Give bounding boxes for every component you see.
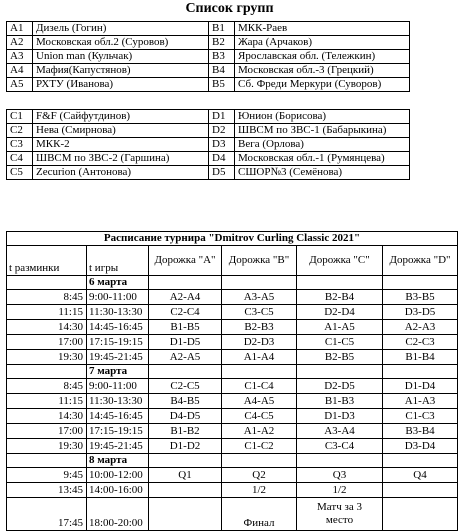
match-lane-a: Q1 [149, 468, 222, 483]
group-code: B3 [209, 50, 235, 64]
group-team: СШОР№3 (Семёнова) [235, 166, 410, 180]
group-code: C4 [7, 152, 33, 166]
empty-cell [383, 276, 458, 290]
group-row [7, 152, 410, 166]
match-lane-c: 1/2 [297, 483, 383, 498]
group-row [7, 22, 410, 36]
game-time: 19:45-21:45 [87, 350, 149, 365]
match-lane-a: C2-C4 [149, 305, 222, 320]
schedule-title: Расписание турнира "Dmitrov Curling Classic 2021" [7, 232, 458, 246]
match-lane-c: D1-D3 [297, 409, 383, 424]
group-row [7, 110, 410, 124]
schedule-row [7, 379, 458, 394]
group-team: Ярославская обл. (Тележкин) [235, 50, 410, 64]
group-team: Московская обл.-1 (Румянцева) [235, 152, 410, 166]
group-code: B5 [209, 78, 235, 92]
game-time: 11:30-13:30 [87, 305, 149, 320]
warmup-time: 8:45 [7, 379, 87, 394]
match-lane-c: D2-D4 [297, 305, 383, 320]
schedule-table [6, 231, 458, 531]
group-code: B2 [209, 36, 235, 50]
group-team: Нева (Смирнова) [33, 124, 209, 138]
game-time: 10:00-12:00 [87, 468, 149, 483]
group-team: РХТУ (Иванова) [33, 78, 209, 92]
schedule-row [7, 320, 458, 335]
game-time: 11:30-13:30 [87, 394, 149, 409]
schedule-row [7, 483, 458, 498]
warmup-time: 8:45 [7, 290, 87, 305]
match-lane-d: C1-C3 [383, 409, 458, 424]
match-lane-c: D2-D5 [297, 379, 383, 394]
group-code: C1 [7, 110, 33, 124]
schedule-row [7, 409, 458, 424]
group-team: Сб. Фреди Меркури (Суворов) [235, 78, 410, 92]
game-time: 14:45-16:45 [87, 320, 149, 335]
header-lane-c: Дорожка "C" [297, 246, 383, 276]
schedule-row [7, 439, 458, 454]
header-lane-a: Дорожка "A" [149, 246, 222, 276]
empty-cell [297, 276, 383, 290]
header-lane-b: Дорожка "B" [222, 246, 297, 276]
group-team: ШВСМ по ЗВС-2 (Гаршина) [33, 152, 209, 166]
match-lane-d: D1-D4 [383, 379, 458, 394]
day-row [7, 276, 458, 290]
header-warmup: t разминки [7, 246, 87, 276]
empty-cell [297, 454, 383, 468]
match-lane-b: C3-C5 [222, 305, 297, 320]
match-lane-a: B1-B2 [149, 424, 222, 439]
day-label: 6 марта [87, 276, 149, 290]
groups-table-ab [6, 21, 410, 92]
empty-cell [383, 365, 458, 379]
empty-cell [7, 276, 87, 290]
empty-cell [149, 365, 222, 379]
match-lane-d: D3-D5 [383, 305, 458, 320]
group-code: D2 [209, 124, 235, 138]
empty-cell [7, 365, 87, 379]
warmup-time: 9:45 [7, 468, 87, 483]
group-code: A5 [7, 78, 33, 92]
match-lane-a: D4-D5 [149, 409, 222, 424]
match-lane-b: 1/2 [222, 483, 297, 498]
match-lane-b: D2-D3 [222, 335, 297, 350]
group-team: Zecurion (Антонова) [33, 166, 209, 180]
group-code: A1 [7, 22, 33, 36]
match-lane-d: B3-B4 [383, 424, 458, 439]
group-code: B1 [209, 22, 235, 36]
schedule-row [7, 350, 458, 365]
match-lane-c: A1-A5 [297, 320, 383, 335]
match-lane-c: Q3 [297, 468, 383, 483]
schedule-row [7, 468, 458, 483]
match-lane-d [383, 483, 458, 498]
game-time: 9:00-11:00 [87, 290, 149, 305]
match-lane-c: C3-C4 [297, 439, 383, 454]
match-lane-c: A3-A4 [297, 424, 383, 439]
match-lane-d: Q4 [383, 468, 458, 483]
match-lane-a: C2-C5 [149, 379, 222, 394]
match-lane-c: C1-C5 [297, 335, 383, 350]
group-team: Union man (Кульчак) [33, 50, 209, 64]
match-lane-b: C1-C2 [222, 439, 297, 454]
group-team: Дизель (Гогин) [33, 22, 209, 36]
group-row [7, 138, 410, 152]
group-row [7, 166, 410, 180]
warmup-time: 17:00 [7, 335, 87, 350]
game-time: 17:15-19:15 [87, 424, 149, 439]
game-time: 18:00-20:00 [87, 498, 149, 531]
schedule-row [7, 424, 458, 439]
group-code: D1 [209, 110, 235, 124]
match-lane-b: A1-A4 [222, 350, 297, 365]
group-team: МКК-Раев [235, 22, 410, 36]
group-row [7, 36, 410, 50]
match-lane-b: A3-A5 [222, 290, 297, 305]
empty-cell [149, 276, 222, 290]
match-lane-a [149, 498, 222, 531]
warmup-time: 11:15 [7, 305, 87, 320]
game-time: 14:45-16:45 [87, 409, 149, 424]
header-lane-d: Дорожка "D" [383, 246, 458, 276]
warmup-time: 14:30 [7, 320, 87, 335]
match-lane-b: A1-A2 [222, 424, 297, 439]
match-lane-c: B2-B5 [297, 350, 383, 365]
group-code: C2 [7, 124, 33, 138]
page-title: Список групп [185, 1, 274, 16]
group-code: A3 [7, 50, 33, 64]
schedule-row [7, 394, 458, 409]
group-row [7, 124, 410, 138]
match-lane-c: Матч за 3 место [297, 498, 383, 531]
match-lane-d: A1-A3 [383, 394, 458, 409]
match-lane-a [149, 483, 222, 498]
group-code: D5 [209, 166, 235, 180]
schedule-row [7, 335, 458, 350]
game-time: 19:45-21:45 [87, 439, 149, 454]
schedule-row [7, 305, 458, 320]
empty-cell [149, 454, 222, 468]
match-lane-d [383, 498, 458, 531]
empty-cell [297, 365, 383, 379]
warmup-time: 17:00 [7, 424, 87, 439]
group-team: ШВСМ по ЗВС-1 (Бабарыкина) [235, 124, 410, 138]
group-team: Юнион (Борисова) [235, 110, 410, 124]
empty-cell [383, 454, 458, 468]
warmup-time: 14:30 [7, 409, 87, 424]
day-row [7, 454, 458, 468]
day-label: 8 марта [87, 454, 149, 468]
game-time: 14:00-16:00 [87, 483, 149, 498]
group-team: Жара (Арчаков) [235, 36, 410, 50]
header-game: t игры [87, 246, 149, 276]
match-lane-b: B2-B3 [222, 320, 297, 335]
group-code: D3 [209, 138, 235, 152]
match-lane-b: Q2 [222, 468, 297, 483]
match-lane-a: A2-A4 [149, 290, 222, 305]
match-lane-d: D3-D4 [383, 439, 458, 454]
group-team: Московская обл.-3 (Грецкий) [235, 64, 410, 78]
match-lane-b: C4-C5 [222, 409, 297, 424]
match-lane-b: C1-C4 [222, 379, 297, 394]
group-row [7, 78, 410, 92]
group-row [7, 50, 410, 64]
match-lane-a: B4-B5 [149, 394, 222, 409]
match-lane-b: A4-A5 [222, 394, 297, 409]
group-code: B4 [209, 64, 235, 78]
group-team: МКК-2 [33, 138, 209, 152]
group-code: A2 [7, 36, 33, 50]
warmup-time: 19:30 [7, 439, 87, 454]
schedule-row [7, 498, 458, 531]
groups-table-cd [6, 109, 410, 180]
group-code: A4 [7, 64, 33, 78]
match-lane-a: D1-D2 [149, 439, 222, 454]
group-team: Мафия(Капустянов) [33, 64, 209, 78]
group-code: D4 [209, 152, 235, 166]
empty-cell [222, 365, 297, 379]
match-lane-b: Финал [222, 498, 297, 531]
match-lane-d: C2-C3 [383, 335, 458, 350]
group-code: C5 [7, 166, 33, 180]
match-lane-d: B1-B4 [383, 350, 458, 365]
group-team: Вега (Орлова) [235, 138, 410, 152]
group-team: F&F (Сайфутдинов) [33, 110, 209, 124]
day-label: 7 марта [87, 365, 149, 379]
empty-cell [7, 454, 87, 468]
match-lane-a: B1-B5 [149, 320, 222, 335]
match-lane-c: B2-B4 [297, 290, 383, 305]
warmup-time: 17:45 [7, 498, 87, 531]
group-team: Московская обл.2 (Суровов) [33, 36, 209, 50]
match-lane-d: A2-A3 [383, 320, 458, 335]
match-lane-a: A2-A5 [149, 350, 222, 365]
group-row [7, 64, 410, 78]
warmup-time: 13:45 [7, 483, 87, 498]
day-row [7, 365, 458, 379]
match-lane-a: D1-D5 [149, 335, 222, 350]
match-lane-d: B3-B5 [383, 290, 458, 305]
game-time: 17:15-19:15 [87, 335, 149, 350]
match-lane-c: B1-B3 [297, 394, 383, 409]
empty-cell [222, 454, 297, 468]
schedule-row [7, 290, 458, 305]
empty-cell [222, 276, 297, 290]
group-code: C3 [7, 138, 33, 152]
warmup-time: 11:15 [7, 394, 87, 409]
warmup-time: 19:30 [7, 350, 87, 365]
game-time: 9:00-11:00 [87, 379, 149, 394]
